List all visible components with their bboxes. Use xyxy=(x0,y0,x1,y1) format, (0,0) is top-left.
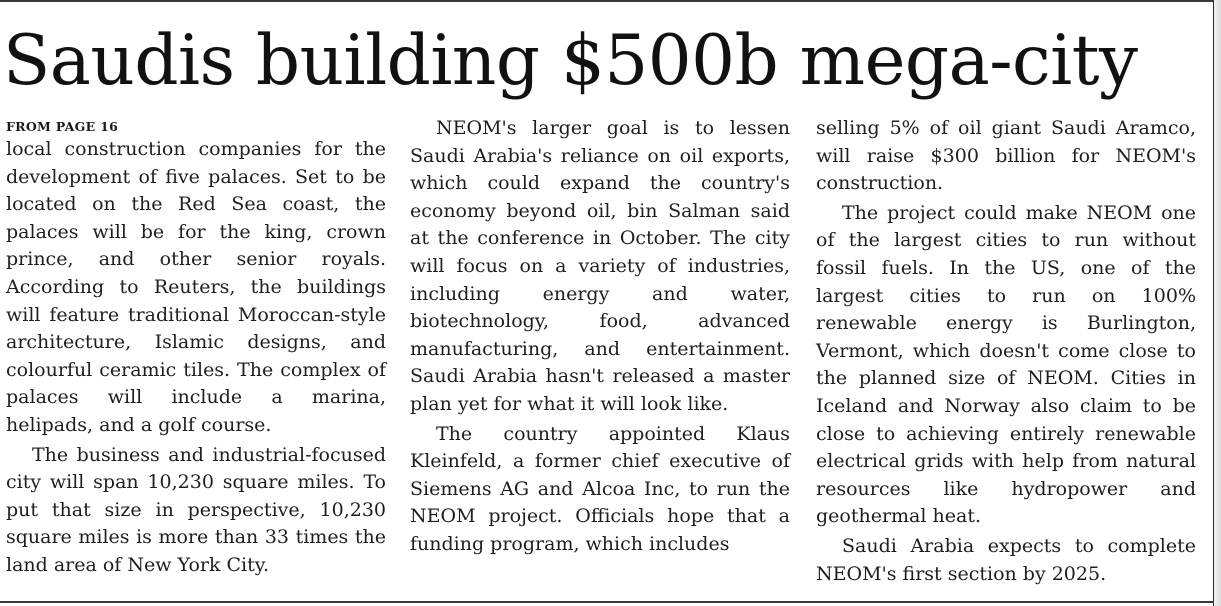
paragraph: local construction companies for the development of five palaces. Set to be located on the Red Sea coast, the palaces will be for the king, crown prince, and other senior royals. According to Reuters, the buildings will feature traditional Moroccan-style architecture, Islamic designs, and colourful ceramic tiles. The complex of palaces will include a marina, helipads, and a golf course. xyxy=(6,138,386,436)
article-column-3 xyxy=(816,115,1196,588)
paragraph: selling 5% of oil giant Saudi Aramco, will raise $300 billion for NEOM's construction. xyxy=(816,117,1196,195)
paragraph: The country appointed Klaus Kleinfeld, a former chief executive of Siemens AG and Alcoa Inc, to run the NEOM project. Officials hope that a funding program, which includes xyxy=(410,422,790,555)
page-edge xyxy=(1214,0,1221,606)
paragraph: The business and industrial-focused city will span 10,230 square miles. To put that size in perspective, 10,230 square miles is more than 33 times the land area of New York City. xyxy=(6,443,386,576)
paragraph: The project could make NEOM one of the largest cities to run without fossil fuels. In the US, one of the largest cities to run on 100% renewable energy is Burlington, Vermont, which doesn't come close to the planned size of NEOM. Cities in Iceland and Norway also claim to be close to achieving entirely renewable electrical grids with help from natural resources like hydropower and geothermal heat. xyxy=(816,201,1196,528)
headline: Saudis building $500b mega-city xyxy=(3,21,1138,101)
article-column-1 xyxy=(6,117,386,580)
paragraph: Saudi Arabia expects to complete NEOM's first section by 2025. xyxy=(816,534,1196,585)
bottom-rule xyxy=(0,601,1214,603)
continued-from-kicker: FROM PAGE 16 xyxy=(6,119,119,134)
paragraph: NEOM's larger goal is to lessen Saudi Arabia's reliance on oil exports, which could expand the country's economy beyond oil, bin Salman said at the conference in October. The city will focus on a variety of industries, including energy and water, biotechnology, food, advanced manufacturing, and entertainment. Saudi Arabia hasn't released a master plan yet for what it will look like. xyxy=(410,117,790,415)
top-rule xyxy=(0,0,1214,2)
article-column-2 xyxy=(410,115,790,559)
